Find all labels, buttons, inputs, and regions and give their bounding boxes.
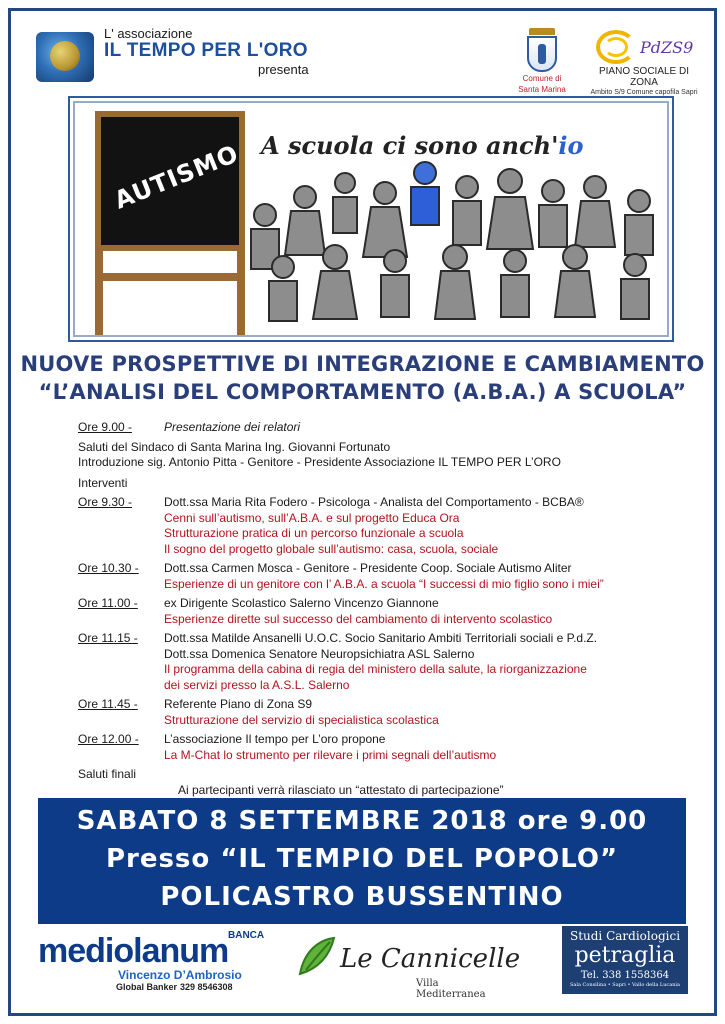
association-intro: L' associazione bbox=[104, 26, 193, 41]
mediolanum-logo-text: mediolanum bbox=[38, 932, 229, 970]
session-topic: dei servizi presso la A.S.L. Salerno bbox=[164, 677, 350, 692]
event-date: SABATO 8 SETTEMBRE 2018 ore 9.00 bbox=[76, 806, 648, 836]
session-time: Ore 9.30 - bbox=[78, 495, 133, 509]
cannicelle-subtitle: Villa Mediterranea bbox=[416, 978, 486, 1000]
pdz-title: PIANO SOCIALE DI ZONA bbox=[598, 66, 690, 88]
session-topic: Esperienze dirette sul successo del cambiamento di intervento scolastico bbox=[164, 611, 553, 626]
association-logo bbox=[36, 32, 94, 82]
session-speaker: ex Dirigente Scolastico Salerno Vincenzo Giannone bbox=[164, 596, 439, 610]
petraglia-places: Sala Consilina • Sapri • Vallo della Lucania bbox=[569, 982, 681, 988]
children-drawing bbox=[235, 157, 669, 337]
comune-santa-marina-logo bbox=[513, 28, 571, 96]
comune-shield-icon bbox=[527, 36, 557, 72]
event-location: POLICASTRO BUSSENTINO bbox=[160, 882, 564, 912]
piano-di-zona-logo bbox=[588, 28, 700, 94]
blackboard-text: AUTISMO bbox=[110, 139, 243, 215]
session-time: Ore 12.00 - bbox=[78, 732, 139, 746]
hero-slogan-main: A scuola ci sono anch' bbox=[261, 131, 559, 160]
session-topic: Strutturazione del servizio di specialistica scolastica bbox=[164, 712, 439, 727]
mediolanum-person: Vincenzo D’Ambrosio bbox=[118, 968, 242, 982]
mediolanum-phone: 329 8546308 bbox=[180, 982, 233, 992]
session-topic: Il programma della cabina di regia del ministero della salute, la riorganizzazione bbox=[164, 662, 587, 676]
session-speaker: L’associazione Il tempo per L’oro propone bbox=[164, 732, 386, 746]
sponsor-mediolanum bbox=[38, 930, 265, 1000]
session-speaker: Dott.ssa Matilde Ansanelli U.O.C. Socio Sanitario Ambiti Territoriali sociali e P.d.Z. bbox=[164, 631, 598, 645]
association-presenta: presenta bbox=[258, 62, 309, 77]
session-row bbox=[78, 697, 678, 728]
session-time: Ore 11.15 - bbox=[78, 631, 138, 645]
session-time: Ore 9.00 - bbox=[78, 420, 133, 434]
session-topic: Esperienze di un genitore con l’ A.B.A. a scuola “I successi di mio figlio sono i miei” bbox=[164, 576, 604, 591]
session-speaker: Dott.ssa Maria Rita Fodero - Psicologa - Analista del Comportamento - BCBA® bbox=[164, 495, 584, 509]
pdz-subtitle: Ambito S/9 Comune capofila Sapri bbox=[590, 89, 698, 96]
session-speaker: Dott.ssa Carmen Mosca - Genitore - Presidente Coop. Sociale Autismo Aliter bbox=[164, 561, 572, 575]
session-time: Ore 11.45 - bbox=[78, 697, 138, 711]
petraglia-phone: Tel. 338 1558364 bbox=[580, 970, 670, 981]
greeting-line: Introduzione sig. Antonio Pitta - Genitore - Presidente Associazione IL TEMPO PER L’ORO bbox=[78, 455, 561, 469]
headline-title: NUOVE PROSPETTIVE DI INTEGRAZIONE E CAMBIAMENTO bbox=[20, 352, 705, 376]
event-banner bbox=[38, 798, 686, 924]
association-name: IL TEMPO PER L'ORO bbox=[104, 40, 308, 61]
session-row bbox=[78, 596, 678, 627]
greetings-block bbox=[78, 440, 678, 471]
session-topic: Il sogno del progetto globale sull’autismo: casa, scuola, sociale bbox=[164, 541, 499, 556]
hero-slogan bbox=[261, 131, 584, 160]
session-text: Presentazione dei relatori bbox=[164, 420, 301, 434]
petraglia-name: petraglia bbox=[574, 943, 676, 968]
mediolanum-banca: BANCA bbox=[228, 930, 265, 941]
session-topic: Cenni sull’autismo, sull’A.B.A. e sul progetto Educa Ora bbox=[164, 510, 460, 525]
event-venue: Presso “IL TEMPIO DEL POPOLO” bbox=[105, 844, 619, 874]
headline-subtitle: “L’ANALISI DEL COMPORTAMENTO (A.B.A.) A SCUOLA” bbox=[38, 380, 687, 404]
attestato-note: Ai partecipanti verrà rilasciato un “attestato di partecipazione” bbox=[178, 782, 504, 797]
petraglia-title: Studi Cardiologici bbox=[569, 929, 681, 943]
session-row bbox=[78, 631, 678, 693]
interventi-label: Interventi bbox=[78, 475, 128, 490]
mediolanum-role: Global Banker bbox=[116, 982, 178, 992]
session-time: Ore 11.00 - bbox=[78, 596, 138, 610]
pdz-logo-text: PdZS9 bbox=[640, 38, 694, 57]
program-opening bbox=[78, 420, 678, 436]
session-topic: Strutturazione pratica di un percorso funzionale a scuola bbox=[164, 526, 464, 540]
session-row bbox=[78, 495, 678, 557]
leaf-icon bbox=[296, 934, 338, 980]
session-row bbox=[78, 561, 678, 592]
program-schedule bbox=[78, 420, 678, 798]
greeting-line: Saluti del Sindaco di Santa Marina Ing. Giovanni Fortunato bbox=[78, 439, 391, 454]
session-speaker-2: Dott.ssa Domenica Senatore Neuropsichiatra ASL Salerno bbox=[164, 646, 475, 661]
comune-label-line1: Comune di bbox=[522, 74, 562, 83]
hero-illustration bbox=[68, 96, 674, 342]
session-time: Ore 10.30 - bbox=[78, 561, 139, 575]
cannicelle-name: Le Cannicelle bbox=[340, 944, 521, 974]
session-row bbox=[78, 732, 678, 763]
comune-label-line2: Santa Marina bbox=[518, 85, 566, 94]
final-greetings: Saluti finali bbox=[78, 767, 137, 781]
session-topic: La M-Chat lo strumento per rilevare i primi segnali dell’autismo bbox=[164, 747, 497, 762]
sponsor-le-cannicelle bbox=[296, 934, 521, 1000]
session-speaker: Referente Piano di Zona S9 bbox=[164, 697, 313, 711]
sponsor-petraglia bbox=[562, 926, 688, 994]
hero-slogan-accent: io bbox=[558, 131, 584, 160]
